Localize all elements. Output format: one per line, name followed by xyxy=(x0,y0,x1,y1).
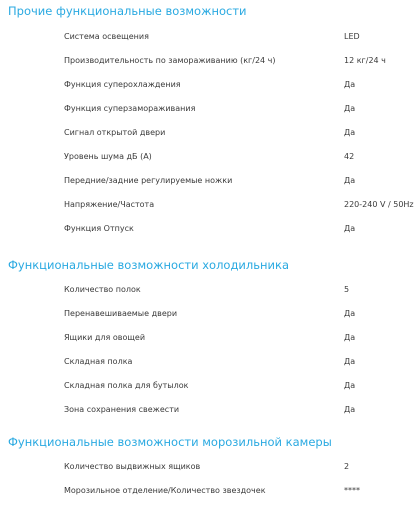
section-freezer-features xyxy=(0,432,418,500)
spec-label: Система освещения xyxy=(64,32,149,41)
spec-list xyxy=(0,284,418,428)
spec-label: Количество полок xyxy=(64,285,141,294)
spec-value: Да xyxy=(344,357,356,366)
spec-row xyxy=(0,151,418,175)
section-title: Прочие функциональные возможности xyxy=(8,4,247,18)
spec-value: Да xyxy=(344,176,356,185)
spec-label: Передние/задние регулируемые ножки xyxy=(64,176,233,185)
spec-label: Морозильное отделение/Количество звездочек xyxy=(64,486,266,495)
spec-label: Ящики для овощей xyxy=(64,333,146,342)
spec-value: Да xyxy=(344,128,356,137)
spec-row xyxy=(0,461,418,485)
spec-label: Складная полка xyxy=(64,357,133,366)
spec-label: Функция суперзамораживания xyxy=(64,104,196,113)
spec-label: Производительность по замораживанию (кг/24 ч) xyxy=(64,56,276,65)
spec-label: Напряжение/Частота xyxy=(64,200,155,209)
spec-row xyxy=(0,356,418,380)
spec-value: Да xyxy=(344,224,356,233)
spec-value: Да xyxy=(344,333,356,342)
spec-value: Да xyxy=(344,309,356,318)
spec-value: 12 кг/24 ч xyxy=(344,56,386,65)
spec-row xyxy=(0,55,418,79)
spec-list xyxy=(0,31,418,247)
spec-value: Да xyxy=(344,80,356,89)
spec-label: Количество выдвижных ящиков xyxy=(64,462,201,471)
spec-row xyxy=(0,308,418,332)
section-title: Функциональные возможности морозильной камеры xyxy=(8,435,332,449)
spec-label: Сигнал открытой двери xyxy=(64,128,166,137)
spec-value: Да xyxy=(344,381,356,390)
spec-row xyxy=(0,332,418,356)
spec-label: Зона сохранения свежести xyxy=(64,405,180,414)
spec-row xyxy=(0,223,418,247)
spec-row xyxy=(0,127,418,151)
spec-label: Функция суперохлаждения xyxy=(64,80,181,89)
spec-row xyxy=(0,31,418,55)
spec-row xyxy=(0,284,418,308)
spec-row xyxy=(0,404,418,428)
spec-value: Да xyxy=(344,104,356,113)
spec-label: Функция Отпуск xyxy=(64,224,134,233)
spec-row xyxy=(0,175,418,199)
spec-row xyxy=(0,79,418,103)
spec-value: 2 xyxy=(344,462,350,471)
spec-value: 42 xyxy=(344,152,355,161)
spec-label: Уровень шума дБ (А) xyxy=(64,152,152,161)
spec-value: 5 xyxy=(344,285,350,294)
spec-label: Складная полка для бутылок xyxy=(64,381,189,390)
spec-value: **** xyxy=(344,486,360,495)
spec-list xyxy=(0,461,418,509)
spec-label: Перенавешиваемые двери xyxy=(64,309,178,318)
spec-row xyxy=(0,103,418,127)
section-title: Функциональные возможности холодильника xyxy=(8,258,290,272)
section-fridge-features xyxy=(0,255,418,432)
spec-value: Да xyxy=(344,405,356,414)
spec-value: LED xyxy=(344,32,360,41)
spec-value: 220-240 V / 50Hz xyxy=(344,200,414,209)
spec-row xyxy=(0,380,418,404)
spec-row xyxy=(0,199,418,223)
spec-row xyxy=(0,485,418,509)
